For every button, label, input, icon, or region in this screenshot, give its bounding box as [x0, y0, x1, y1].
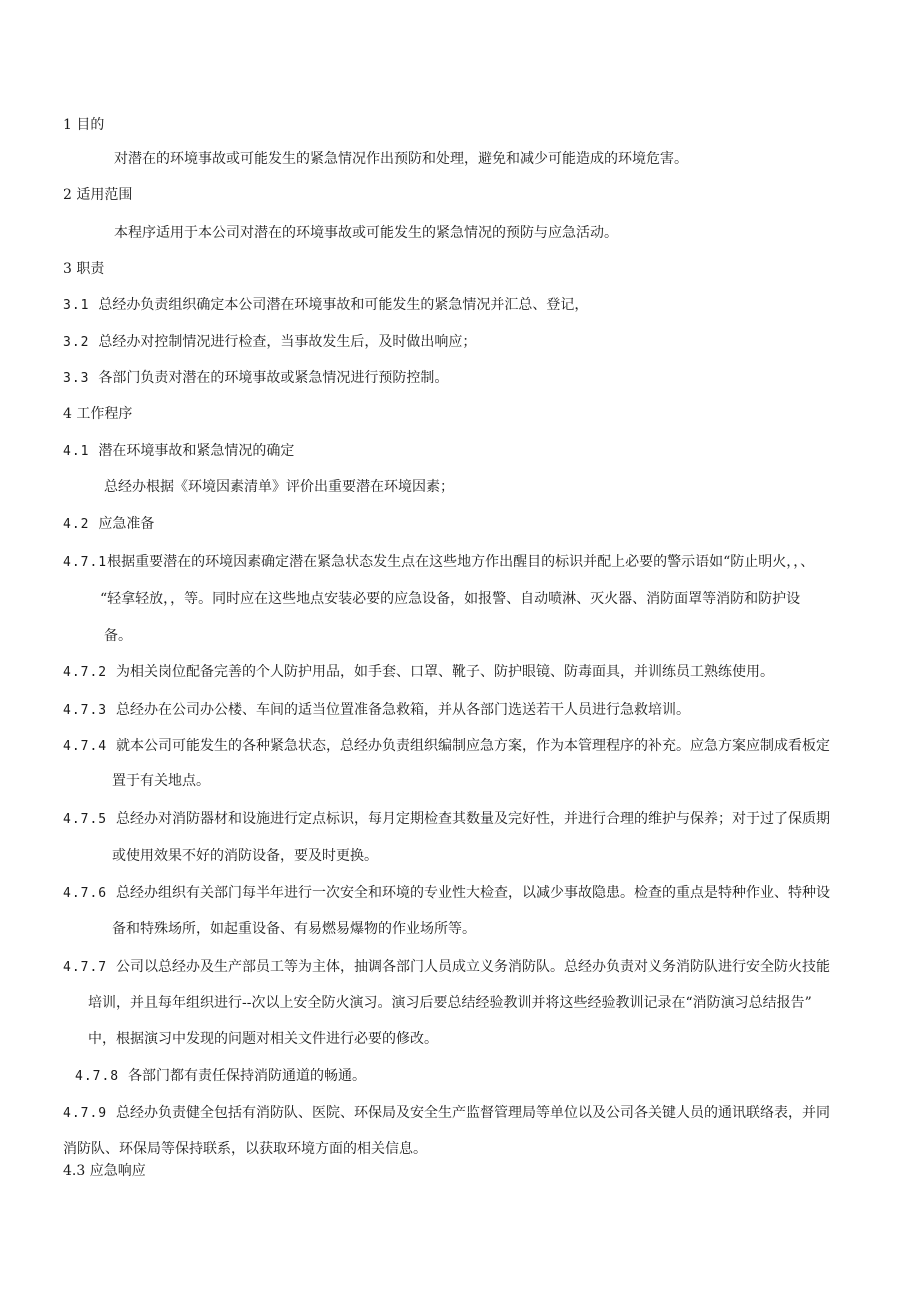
item-4-7-4-text-1: 就本公司可能发生的各种紧急状态，总经办负责组织编制应急方案，作为本管理程序的补充。应急方案应制成看板定	[116, 738, 831, 754]
section-4-3-heading: 4.3 应急响应	[63, 1163, 146, 1179]
item-4-7-8-text: 各部门都有责任保持消防通道的畅通。	[128, 1068, 367, 1084]
item-4-7-2-text: 为相关岗位配备完善的个人防护用品，如手套、口罩、靴子、防护眼镜、防毒面具，并训练员工熟练使用。	[116, 664, 775, 680]
item-4-7-4-line-2: 置于有关地点。	[112, 773, 210, 789]
item-3-3-number: 3.3	[63, 371, 90, 386]
item-4-7-3	[63, 701, 690, 720]
item-3-1	[63, 296, 588, 315]
item-4-7-8-number: 4.7.8	[75, 1069, 120, 1084]
item-4-2-title: 应急准备	[98, 516, 155, 532]
item-4-7-4-number: 4.7.4	[63, 739, 108, 754]
item-3-3-text: 各部门负责对潜在的环境事故或紧急情况进行预防控制。	[98, 370, 449, 386]
section-1-heading: 1 目的	[63, 117, 105, 133]
item-4-7-1-text-1: 根据重要潜在的环境因素确定潜在紧急状态发生点在这些地方作出醒目的标识并配上必要的警示语如“防止明火，，、	[107, 554, 815, 570]
item-3-2-text: 总经办对控制情况进行检查，当事故发生后，及时做出响应；	[98, 334, 477, 350]
item-4-7-6-line-2: 备和特殊场所，如起重设备、有易燃易爆物的作业场所等。	[112, 921, 476, 937]
item-4-1	[63, 442, 294, 461]
item-4-7-5-number: 4.7.5	[63, 812, 108, 827]
item-4-7-5-line-1	[63, 810, 830, 829]
item-3-2	[63, 333, 476, 352]
section-4-heading: 4 工作程序	[63, 406, 133, 422]
item-4-7-9-line-1	[63, 1104, 830, 1123]
item-4-7-1-number: 4.7.1	[63, 555, 108, 570]
section-1-text: 对潜在的环境事故或可能发生的紧急情况作出预防和处理，避免和减少可能造成的环境危害。	[114, 151, 688, 167]
item-4-7-9-text-1: 总经办负责健全包括有消防队、医院、环保局及安全生产监督管理局等单位以及公司各关键人员的通讯联络表，并同	[116, 1105, 831, 1121]
item-4-7-8	[75, 1067, 366, 1086]
item-4-7-2	[63, 663, 774, 682]
item-4-7-1-line-3: 备。	[104, 628, 132, 644]
item-3-1-number: 3.1	[63, 298, 90, 313]
item-4-7-9-number: 4.7.9	[63, 1106, 108, 1121]
item-4-7-7-line-2: 培训，并且每年组织进行--次以上安全防火演习。演习后要总结经验教训并将这些经验教训记录在“消防演习总结报告”	[88, 995, 812, 1011]
section-3-heading: 3 职责	[63, 261, 105, 277]
item-4-2	[63, 515, 154, 534]
item-4-7-1-line-1	[63, 553, 814, 572]
item-4-7-7-number: 4.7.7	[63, 960, 108, 975]
item-4-2-number: 4.2	[63, 517, 90, 532]
item-3-1-text: 总经办负责组织确定本公司潜在环境事故和可能发生的紧急情况并汇总、登记，	[98, 297, 589, 313]
item-4-7-2-number: 4.7.2	[63, 665, 108, 680]
item-4-7-6-text-1: 总经办组织有关部门每半年进行一次安全和环境的专业性大检查，以减少事故隐患。检查的重点是特种作业、特种设	[116, 885, 831, 901]
item-4-7-5-line-2: 或使用效果不好的消防设备，要及时更换。	[112, 848, 378, 864]
item-4-7-7-line-1	[63, 958, 830, 977]
item-4-1-text: 总经办根据《环境因素清单》评价出重要潜在环境因素；	[104, 479, 454, 495]
item-4-7-3-number: 4.7.3	[63, 703, 108, 718]
section-2-heading: 2 适用范围	[63, 187, 133, 203]
item-4-7-6-number: 4.7.6	[63, 886, 108, 901]
item-4-7-9-line-2: 消防队、环保局等保持联系，以获取环境方面的相关信息。	[63, 1141, 427, 1157]
item-4-1-number: 4.1	[63, 444, 90, 459]
item-4-7-7-text-1: 公司以总经办及生产部员工等为主体，抽调各部门人员成立义务消防队。总经办负责对义务消防队进行安全防火技能	[116, 959, 831, 975]
item-4-7-4-line-1	[63, 737, 830, 756]
item-3-3	[63, 369, 448, 388]
section-2-text: 本程序适用于本公司对潜在的环境事故或可能发生的紧急情况的预防与应急活动。	[114, 225, 618, 241]
item-4-7-7-line-3: 中，根据演习中发现的问题对相关文件进行必要的修改。	[88, 1031, 438, 1047]
item-4-7-6-line-1	[63, 884, 830, 903]
item-4-7-1-line-2: “轻拿轻放，，等。同时应在这些地点安装必要的应急设备，如报警、自动喷淋、灭火器、消防面罩等消防和防护设	[100, 591, 801, 607]
item-4-7-5-text-1: 总经办对消防器材和设施进行定点标识，每月定期检查其数量及完好性，并进行合理的维护与保养；对于过了保质期	[116, 811, 831, 827]
item-4-1-title: 潜在环境事故和紧急情况的确定	[98, 443, 295, 459]
item-3-2-number: 3.2	[63, 335, 90, 350]
item-4-7-3-text: 总经办在公司办公楼、车间的适当位置准备急救箱，并从各部门选送若干人员进行急救培训。	[116, 702, 691, 718]
